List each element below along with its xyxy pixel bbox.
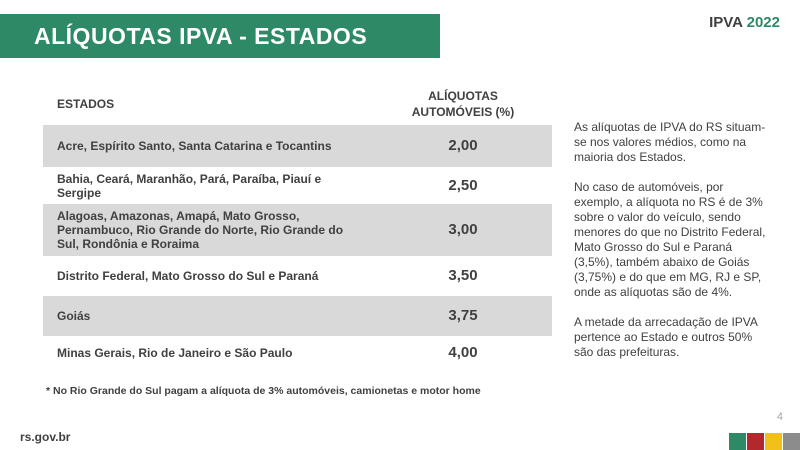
row-states: Distrito Federal, Mato Grosso do Sul e Paraná: [57, 269, 319, 283]
brand-tag: [709, 14, 780, 31]
stripe-gray: [783, 433, 800, 450]
row-rate: 3,00: [374, 204, 552, 256]
stripe-green: [729, 433, 746, 450]
table-row: [43, 336, 552, 370]
stripe-red: [747, 433, 764, 450]
table-row: [43, 256, 552, 296]
table-row: [43, 296, 552, 336]
row-states: Alagoas, Amazonas, Amapá, Mato Grosso, Pernambuco, Rio Grande do Norte, Rio Grande do Sul, Rondônia e Roraima: [43, 204, 374, 256]
side-paragraph: As alíquotas de IPVA do RS situam-se nos valores médios, como na maioria dos Estados.: [574, 120, 766, 164]
row-states: Minas Gerais, Rio de Janeiro e São Paulo: [57, 346, 293, 360]
header-states: ESTADOS: [57, 97, 115, 111]
header-rates: ALÍQUOTAS AUTOMÓVEIS (%): [411, 89, 515, 119]
row-rate: 2,50: [448, 176, 478, 194]
row-rate: 3,75: [374, 296, 552, 336]
table-header-row: [43, 83, 552, 125]
title-banner: [0, 14, 440, 58]
side-commentary: [574, 120, 774, 375]
row-states: Goiás: [43, 296, 374, 336]
row-rate: 4,00: [448, 344, 478, 361]
row-states: Acre, Espírito Santo, Santa Catarina e Tocantins: [43, 125, 374, 167]
page-number: 4: [776, 411, 783, 423]
table-row: [43, 125, 552, 167]
row-rate: 2,00: [374, 125, 552, 167]
table-row: [43, 167, 552, 204]
row-states: Bahia, Ceará, Maranhão, Pará, Paraíba, Piauí e Sergipe: [57, 171, 322, 200]
side-paragraph: A metade da arrecadação de IPVA pertence ao Estado e outros 50% são das prefeituras.: [574, 315, 758, 359]
flag-color-stripes: [728, 433, 800, 450]
row-rate: 3,50: [448, 267, 478, 284]
side-paragraph: No caso de automóveis, por exemplo, a alíquota no RS é de 3% sobre o valor do veículo, sendo menores do que no Distrito Federal, Mato Grosso do Sul e Paraná (3,5%), também abaixo de Goiás (3,75%) e do que em MG, RJ e SP, onde as alíquotas são de 4%.: [574, 180, 766, 299]
rates-table: [43, 83, 552, 370]
site-url: rs.gov.br: [20, 430, 71, 444]
page-title: ALÍQUOTAS IPVA - ESTADOS: [34, 22, 368, 49]
table-row: [43, 204, 552, 256]
stripe-yellow: [765, 433, 782, 450]
brand-ipva: IPVA: [709, 14, 743, 31]
brand-year: 2022: [746, 14, 780, 31]
footnote: * No Rio Grande do Sul pagam a alíquota de 3% automóveis, camionetas e motor home: [46, 385, 481, 397]
